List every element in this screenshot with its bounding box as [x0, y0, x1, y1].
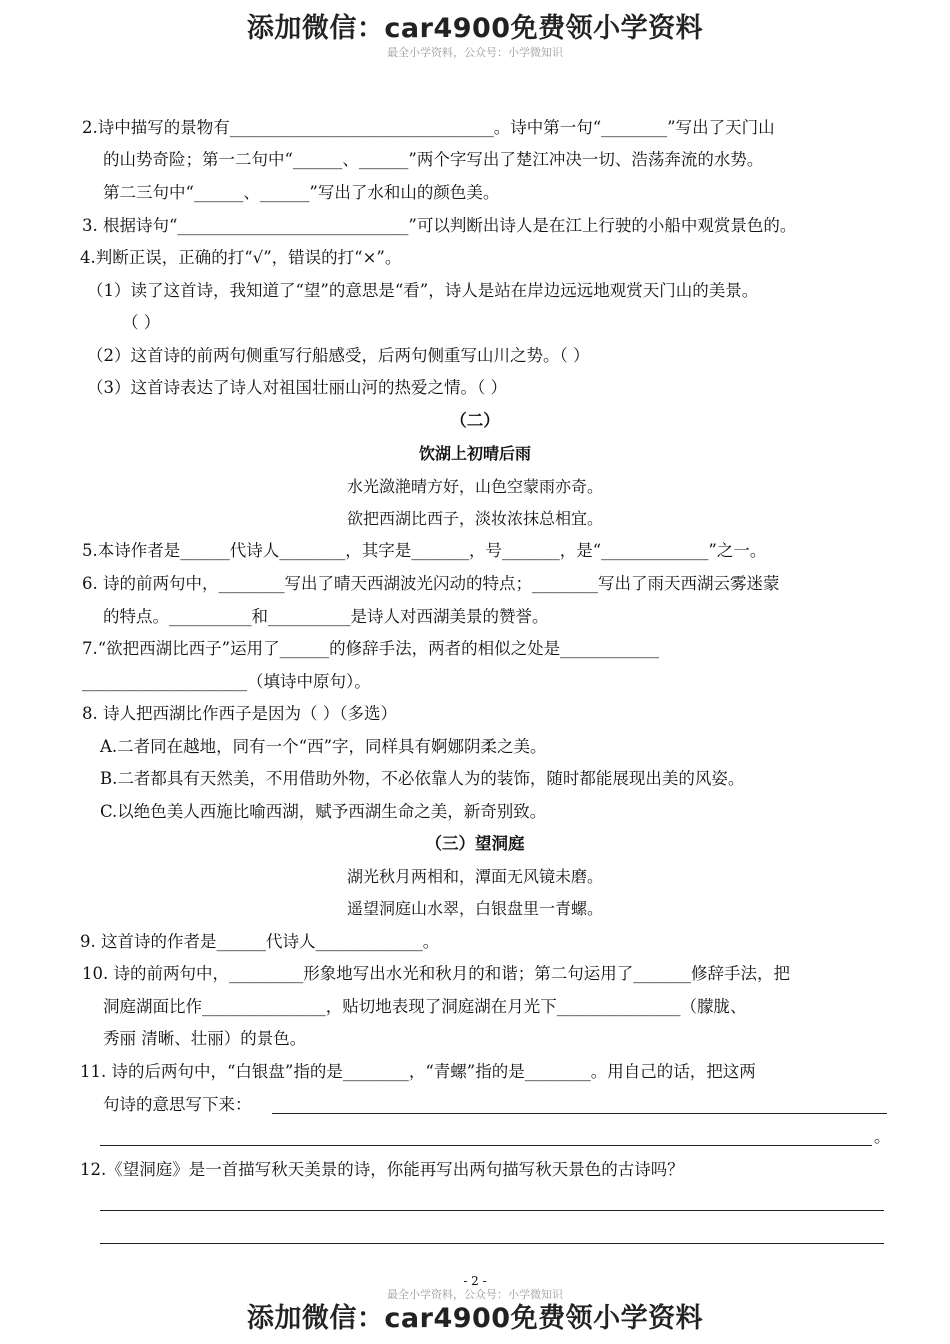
- q11-end-mark: 。: [874, 1127, 891, 1146]
- q4-item1: （1）读了这首诗，我知道了“望”的意思是“看”，诗人是站在岸边远远地观赏天门山的美景。: [87, 281, 759, 300]
- poem2-title: 饮湖上初晴后雨: [418, 444, 531, 463]
- q6-line2: 的特点。__________和__________是诗人对西湖美景的赞誉。: [103, 607, 549, 626]
- q7-line1: 7.“欲把西湖比西子”运用了______的修辞手法，两者的相似之处是____________: [82, 639, 660, 658]
- q11-line1: 11. 诗的后两句中，“白银盘”指的是________，“青螺”指的是________。用自己的话，把这两: [80, 1062, 756, 1081]
- watermark-banner-bottom: 添加微信：car4900免费领小学资料: [246, 1303, 704, 1334]
- poem3-line2: 遥望洞庭山水翠，白银盘里一青螺。: [346, 899, 603, 918]
- q9: 9. 这首诗的作者是______代诗人_____________。: [80, 932, 440, 951]
- q5: 5.本诗作者是______代诗人________，其字是_______，号_______，是“_____________”之一。: [82, 541, 767, 560]
- section2-heading: （二）: [450, 411, 500, 430]
- section3-heading: （三）望洞庭: [425, 834, 525, 853]
- q2-line2: 的山势奇险；第一二句中“______、______”两个字写出了楚江冲决一切、浩荡奔流的水势。: [103, 150, 764, 169]
- q12: 12.《望洞庭》是一首描写秋天美景的诗，你能再写出两句描写秋天景色的古诗吗？: [80, 1160, 684, 1179]
- q11-answer-line-2[interactable]: [100, 1145, 872, 1146]
- q4-item1-paren: （ ）: [122, 313, 161, 332]
- q8-option-a: A.二者同在越地，同有一个“西”字，同样具有婀娜阴柔之美。: [100, 737, 547, 756]
- q4-item3: （3）这首诗表达了诗人对祖国壮丽山河的热爱之情。（ ）: [87, 378, 507, 397]
- q10-line2: 洞庭湖面比作_______________，贴切地表现了洞庭湖在月光下_______________（朦胧、: [103, 997, 747, 1016]
- page-number: - 2 -: [463, 1274, 487, 1288]
- q11-line2: 句诗的意思写下来：: [103, 1095, 252, 1114]
- footer-faint-text: 最全小学资料，公众号：小学微知识: [387, 1288, 563, 1301]
- poem2-line2: 欲把西湖比西子，淡妆浓抹总相宜。: [346, 509, 603, 528]
- q12-answer-line-1[interactable]: [100, 1210, 884, 1211]
- q11-answer-line-1[interactable]: [272, 1113, 887, 1114]
- q12-answer-line-2[interactable]: [100, 1243, 884, 1244]
- watermark-banner-top: 添加微信：car4900免费领小学资料: [246, 13, 704, 44]
- header-subtitle: 最全小学资料，公众号：小学微知识: [387, 46, 563, 59]
- poem2-line1: 水光潋滟晴方好，山色空蒙雨亦奇。: [346, 477, 603, 496]
- q7-line2: ____________________（填诗中原句）。: [82, 672, 371, 691]
- q8-option-b: B.二者都具有天然美，不用借助外物，不必依靠人为的装饰，随时都能展现出美的风姿。: [100, 769, 745, 788]
- q6-line1: 6. 诗的前两句中，________写出了晴天西湖波光闪动的特点；________写出了雨天西湖云雾迷蒙: [82, 574, 780, 593]
- q4-stem: 4.判断正误，正确的打“√”，错误的打“×”。: [80, 248, 402, 267]
- q8-option-c: C.以绝色美人西施比喻西湖，赋予西湖生命之美，新奇别致。: [100, 802, 547, 821]
- q10-line3: 秀丽 清晰、壮丽）的景色。: [103, 1029, 307, 1048]
- q10-line1: 10. 诗的前两句中，_________形象地写出水光和秋月的和谐；第二句运用了_______修辞手法，把: [82, 964, 790, 983]
- poem3-line1: 湖光秋月两相和，潭面无风镜未磨。: [346, 867, 603, 886]
- q4-item2: （2）这首诗的前两句侧重写行船感受，后两句侧重写山川之势。（ ）: [87, 346, 590, 365]
- q3: 3. 根据诗句“____________________________”可以判断出诗人是在江上行驶的小船中观赏景色的。: [82, 216, 797, 235]
- q2-line3: 第二三句中“______、______”写出了水和山的颜色美。: [103, 183, 500, 202]
- q8-stem: 8. 诗人把西湖比作西子是因为（ ）（多选）: [82, 704, 397, 723]
- q2-line1: 2.诗中描写的景物有________________________________。诗中第一句“________”写出了天门山: [82, 118, 775, 137]
